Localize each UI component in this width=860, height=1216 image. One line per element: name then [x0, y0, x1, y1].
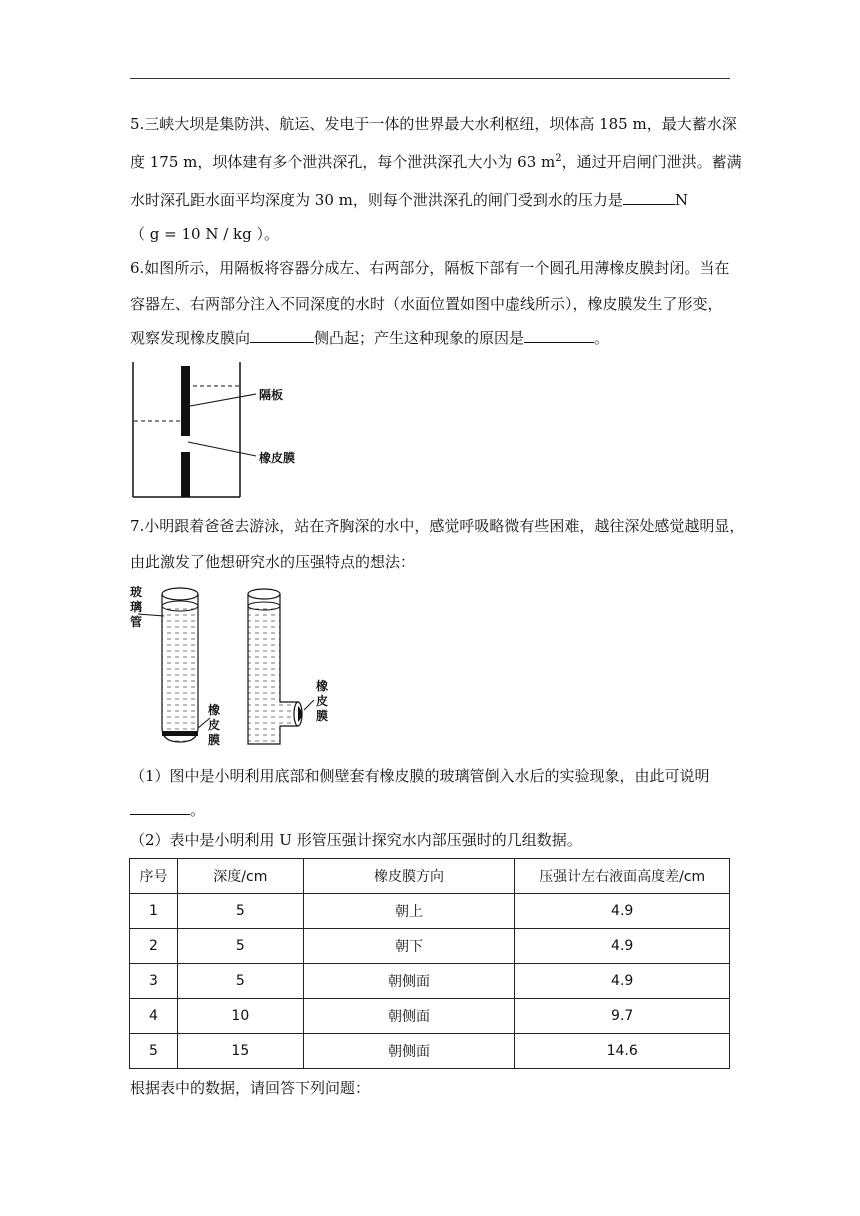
- table-cell: 1: [130, 894, 178, 929]
- answer-blank[interactable]: [250, 328, 314, 343]
- q7-sub2: （2）表中是小明利用 U 形管压强计探究水内部压强时的几组数据。: [130, 831, 582, 849]
- table-header-cell: 深度/cm: [177, 859, 303, 894]
- q6-line-1: 6.如图所示，用隔板将容器分成左、右两部分，隔板下部有一个圆孔用薄橡皮膜封闭。当在: [130, 259, 730, 277]
- svg-text:管: 管: [130, 615, 143, 629]
- q7-sub1-line-1: （1）图中是小明利用底部和侧壁套有橡皮膜的玻璃管倒入水后的实验现象，由此可说明: [130, 767, 710, 785]
- table-cell: 5: [177, 929, 303, 964]
- q6-line-2: 容器左、右两部分注入不同深度的水时（水面位置如图中虚线所示），橡皮膜发生了形变，: [130, 295, 723, 313]
- table-row: [130, 999, 730, 1034]
- table-cell: 朝侧面: [303, 1034, 515, 1069]
- table-cell: 3: [130, 964, 178, 999]
- q7-line-2: 由此激发了他想研究水的压强特点的想法：: [130, 553, 416, 571]
- membrane-label: 橡皮膜: [259, 451, 296, 465]
- table-header-cell: 序号: [130, 859, 178, 894]
- table-cell: 14.6: [515, 1034, 730, 1069]
- table-cell: 朝下: [303, 929, 515, 964]
- answer-blank[interactable]: [130, 800, 190, 815]
- membrane-label-bottom: 橡: [208, 703, 221, 717]
- svg-text:皮: 皮: [316, 694, 329, 708]
- table-cell: 9.7: [515, 999, 730, 1034]
- table-cell: 5: [130, 1034, 178, 1069]
- table-cell: 朝上: [303, 894, 515, 929]
- q7-sub1-line-2: 。: [130, 800, 730, 820]
- q5-line-2: 度 175 m，坝体建有多个泄洪深孔，每个泄洪深孔大小为 63 $m^2$，通过开启闸门泄洪。蓄满: [130, 153, 742, 171]
- svg-text:膜: 膜: [208, 733, 221, 747]
- q6-line-3: 观察发现橡皮膜向 侧凸起；产生这种现象的原因是 。: [130, 329, 610, 347]
- svg-text:膜: 膜: [316, 709, 329, 723]
- table-cell: 4.9: [515, 929, 730, 964]
- table-cell: 朝侧面: [303, 999, 515, 1034]
- table-cell: 朝侧面: [303, 964, 515, 999]
- table-row: [130, 894, 730, 929]
- header-rule: [130, 78, 730, 79]
- answer-blank[interactable]: [524, 328, 594, 343]
- table-row: [130, 929, 730, 964]
- table-cell: 15: [177, 1034, 303, 1069]
- table-row: [130, 964, 730, 999]
- q5-line-4: （ g = 10 N / kg ）。: [130, 225, 280, 243]
- svg-text:皮: 皮: [208, 718, 221, 732]
- partition-label: 隔板: [259, 388, 284, 402]
- table-header-cell: 压强计左右液面高度差/cm: [515, 859, 730, 894]
- answer-blank[interactable]: [623, 190, 675, 205]
- q7-figure-tubes: [126, 582, 346, 752]
- table-header-row: [130, 859, 730, 894]
- q5-line-3: 水时深孔距水面平均深度为 30 m，则每个泄洪深孔的闸门受到水的压力是 N: [130, 191, 688, 209]
- table-cell: 4: [130, 999, 178, 1034]
- tube-label: 玻: [130, 585, 143, 599]
- table-row: [130, 1034, 730, 1069]
- table-cell: 10: [177, 999, 303, 1034]
- data-table: [129, 858, 730, 1069]
- table-cell: 5: [177, 894, 303, 929]
- table-cell: 4.9: [515, 894, 730, 929]
- table-header-cell: 橡皮膜方向: [303, 859, 515, 894]
- table-cell: 4.9: [515, 964, 730, 999]
- q5-line-1: 5.三峡大坝是集防洪、航运、发电于一体的世界最大水利枢纽，坝体高 185 m，最大蓄水深: [130, 115, 737, 133]
- q7-footer: 根据表中的数据，请回答下列问题：: [130, 1079, 371, 1097]
- svg-text:璃: 璃: [130, 600, 143, 614]
- table-cell: 5: [177, 964, 303, 999]
- table-cell: 2: [130, 929, 178, 964]
- q7-line-1: 7.小明跟着爸爸去游泳，站在齐胸深的水中，感觉呼吸略微有些困难，越往深处感觉越明显，: [130, 517, 745, 535]
- membrane-label-side: 橡: [316, 679, 329, 693]
- q6-figure-container: [126, 360, 306, 502]
